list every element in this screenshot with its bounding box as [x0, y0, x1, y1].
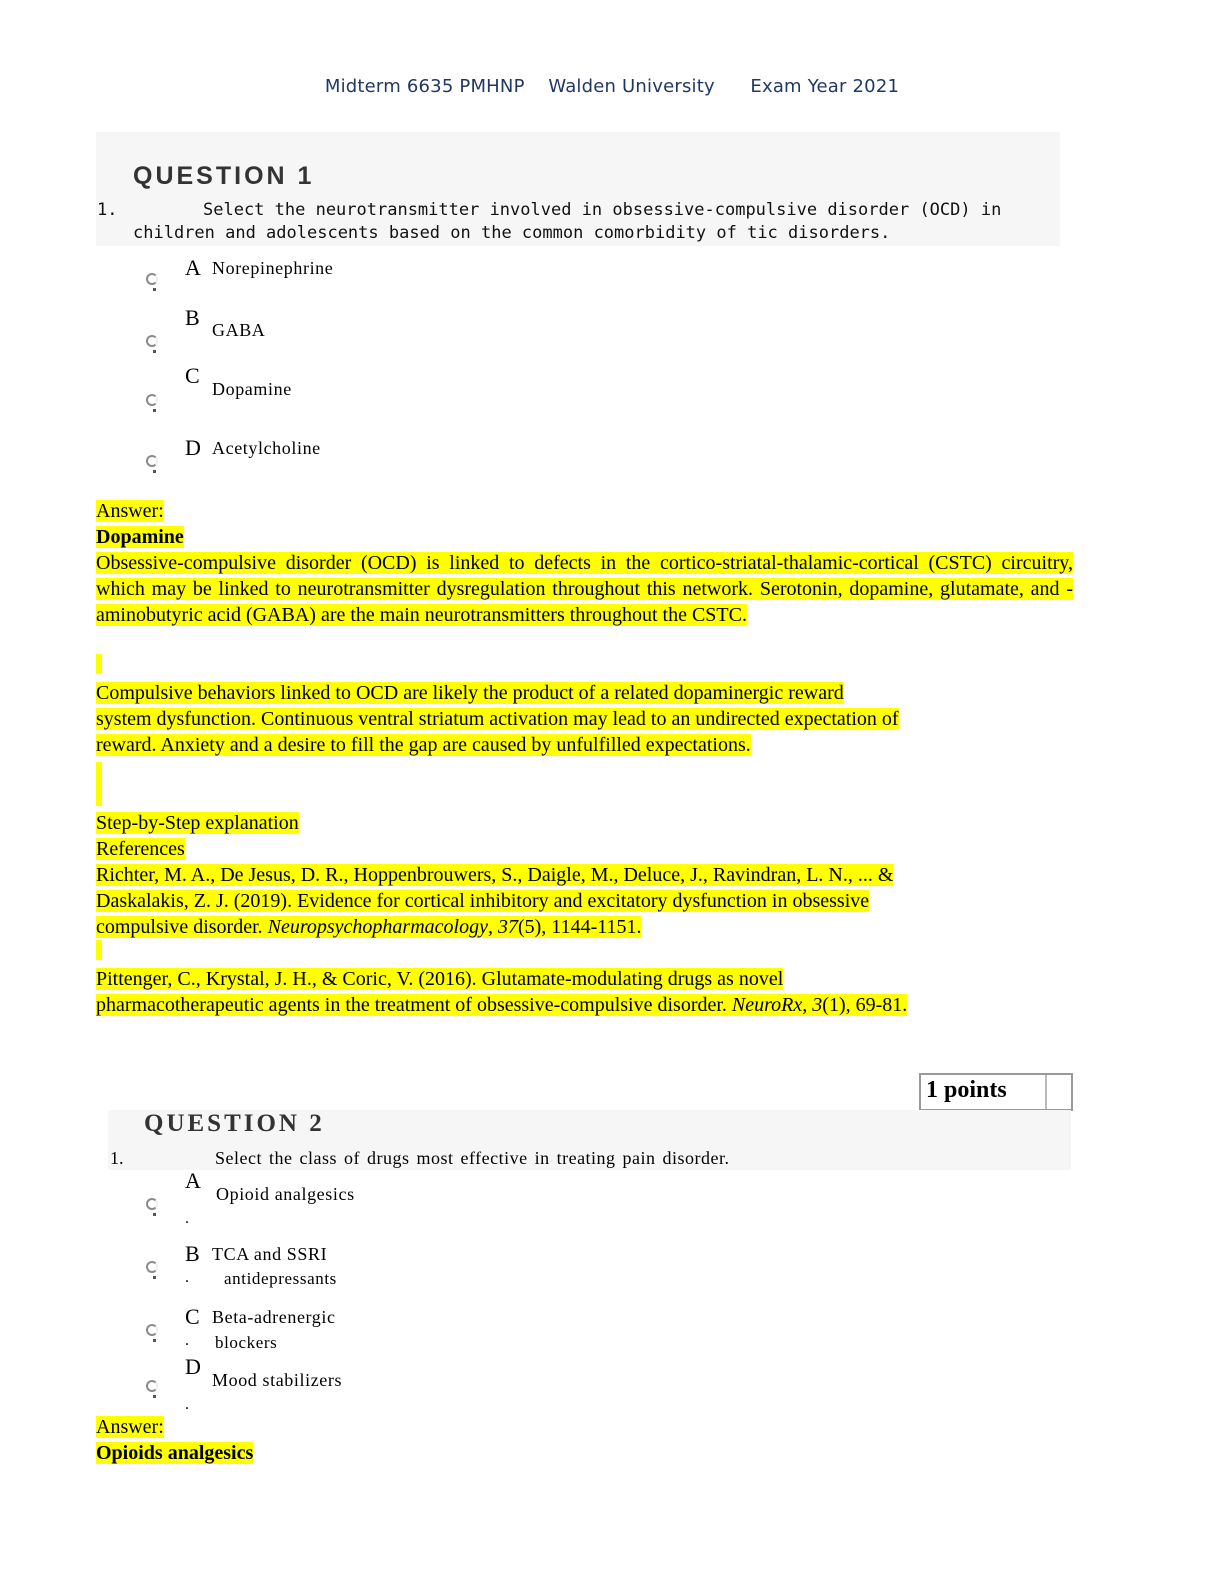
answer-value: Dopamine	[96, 526, 184, 548]
radio-button[interactable]	[146, 455, 158, 467]
option-text: Norepinephrine	[212, 258, 334, 278]
question-2-text: Select the class of drugs most effective in treating pain disorder.	[215, 1148, 730, 1168]
radio-button[interactable]	[146, 394, 158, 406]
header-course: Midterm 6635 PMHNP	[324, 76, 525, 97]
radio-dot-icon	[153, 1276, 156, 1279]
radio-dot-icon	[153, 350, 156, 353]
q1-answer-block	[96, 498, 1073, 1018]
q2-option-c[interactable]	[140, 1304, 400, 1360]
radio-button[interactable]	[146, 273, 158, 285]
radio-dot-icon	[153, 1339, 156, 1342]
q1-option-a[interactable]	[140, 255, 400, 295]
q2-answer-block	[96, 1414, 696, 1466]
radio-dot-icon	[153, 470, 156, 473]
reference-1-volume: 37	[497, 916, 518, 938]
option-period: .	[185, 1210, 189, 1227]
q1-option-d[interactable]	[140, 435, 400, 475]
references-label: References	[96, 838, 185, 860]
reference-1-line2: Daskalakis, Z. J. (2019). Evidence for cortical inhibitory and excitatory dysfunction in obsessive	[96, 890, 870, 912]
option-letter: B	[185, 1241, 200, 1266]
option-letter: B	[185, 305, 200, 330]
q1-option-c[interactable]	[140, 363, 400, 425]
radio-dot-icon	[153, 1213, 156, 1216]
explanation-paragraph-2-line3: reward. Anxiety and a desire to fill the gap are caused by unfulfilled expectations.	[96, 734, 751, 756]
explanation-paragraph-2-line2: system dysfunction. Continuous ventral striatum activation may lead to an undirected expectation of	[96, 708, 899, 730]
points-divider	[1045, 1075, 1047, 1109]
blank-highlight	[96, 762, 102, 806]
answer-label: Answer:	[96, 1416, 164, 1438]
explanation-paragraph-1: Obsessive-compulsive disorder (OCD) is linked to defects in the cortico-striatal-thalamic-cortical (CSTC) circuitry, which may be linked to neurotransmitter dysregulation throughout this network. Serotonin, dopamine, glutamate, and -aminobutyric acid (GABA) are the main neurotransmitters throughout the CSTC.	[96, 552, 1073, 626]
reference-2-line2: pharmacotherapeutic agents in the treatment of obsessive-compulsive disorder. NeuroRx, 3(1), 69-81.	[96, 994, 908, 1016]
question-1-text-line2: children and adolescents based on the common comorbidity of tic disorders.	[133, 223, 891, 243]
question-2-title: QUESTION 2	[144, 1110, 325, 1137]
q2-option-b[interactable]	[140, 1241, 400, 1297]
header-school: Walden University	[548, 76, 715, 97]
option-letter: A	[185, 255, 201, 280]
option-text: Dopamine	[212, 379, 292, 399]
option-letter: C	[185, 363, 200, 388]
option-letter: C	[185, 1304, 200, 1329]
option-text: Acetylcholine	[212, 438, 321, 458]
option-period: .	[185, 1269, 189, 1286]
reference-2-line1: Pittenger, C., Krystal, J. H., & Coric, V. (2016). Glutamate-modulating drugs as novel	[96, 968, 784, 990]
option-text: Mood stabilizers	[212, 1370, 343, 1390]
answer-label: Answer:	[96, 500, 164, 522]
points-box	[919, 1073, 1073, 1111]
header-year: Exam Year 2021	[750, 76, 900, 97]
answer-value: Opioids analgesics	[96, 1442, 254, 1464]
question-2-number: 1.	[110, 1148, 124, 1168]
reference-1-line1: Richter, M. A., De Jesus, D. R., Hoppenbrouwers, S., Daigle, M., Deluce, J., Ravindran, L. N., ... &	[96, 864, 894, 886]
option-text-line2: blockers	[215, 1333, 278, 1352]
option-text: GABA	[212, 320, 266, 340]
blank-highlight	[96, 654, 102, 674]
question-1-title: QUESTION 1	[133, 162, 315, 190]
q2-option-d[interactable]	[140, 1354, 400, 1420]
step-by-step-label: Step-by-Step explanation	[96, 812, 299, 834]
points-value: 1 points	[926, 1077, 1007, 1103]
option-letter: A	[185, 1168, 201, 1193]
option-text-line1: TCA and SSRI	[212, 1244, 328, 1264]
question-1-number: 1.	[97, 200, 118, 220]
radio-dot-icon	[153, 288, 156, 291]
radio-button[interactable]	[146, 1198, 158, 1210]
page-header	[0, 76, 1224, 97]
radio-button[interactable]	[146, 1324, 158, 1336]
reference-1-line3: compulsive disorder. Neuropsychopharmacology, 37(5), 1144-1151.	[96, 916, 642, 938]
reference-2-journal: NeuroRx	[731, 994, 803, 1016]
option-letter: D	[185, 1354, 201, 1379]
radio-button[interactable]	[146, 1261, 158, 1273]
explanation-paragraph-2-line1: Compulsive behaviors linked to OCD are likely the product of a related dopaminergic reward	[96, 682, 844, 704]
question-1-text-line1: Select the neurotransmitter involved in obsessive-compulsive disorder (OCD) in	[203, 200, 1002, 220]
option-text-line1: Beta-adrenergic	[212, 1307, 336, 1327]
reference-2-volume: 3	[812, 994, 823, 1016]
radio-dot-icon	[153, 1395, 156, 1398]
option-text-line2: antidepressants	[224, 1269, 337, 1288]
option-period: .	[185, 1332, 189, 1349]
radio-button[interactable]	[146, 1380, 158, 1392]
option-letter: D	[185, 435, 201, 460]
reference-1-journal: Neuropsychopharmacology	[267, 916, 488, 938]
radio-button[interactable]	[146, 335, 158, 347]
radio-dot-icon	[153, 409, 156, 412]
q2-option-a[interactable]	[140, 1168, 400, 1234]
blank-highlight	[96, 940, 102, 960]
q1-option-b[interactable]	[140, 305, 400, 361]
option-text: Opioid analgesics	[216, 1184, 355, 1204]
option-period: .	[185, 1396, 189, 1413]
